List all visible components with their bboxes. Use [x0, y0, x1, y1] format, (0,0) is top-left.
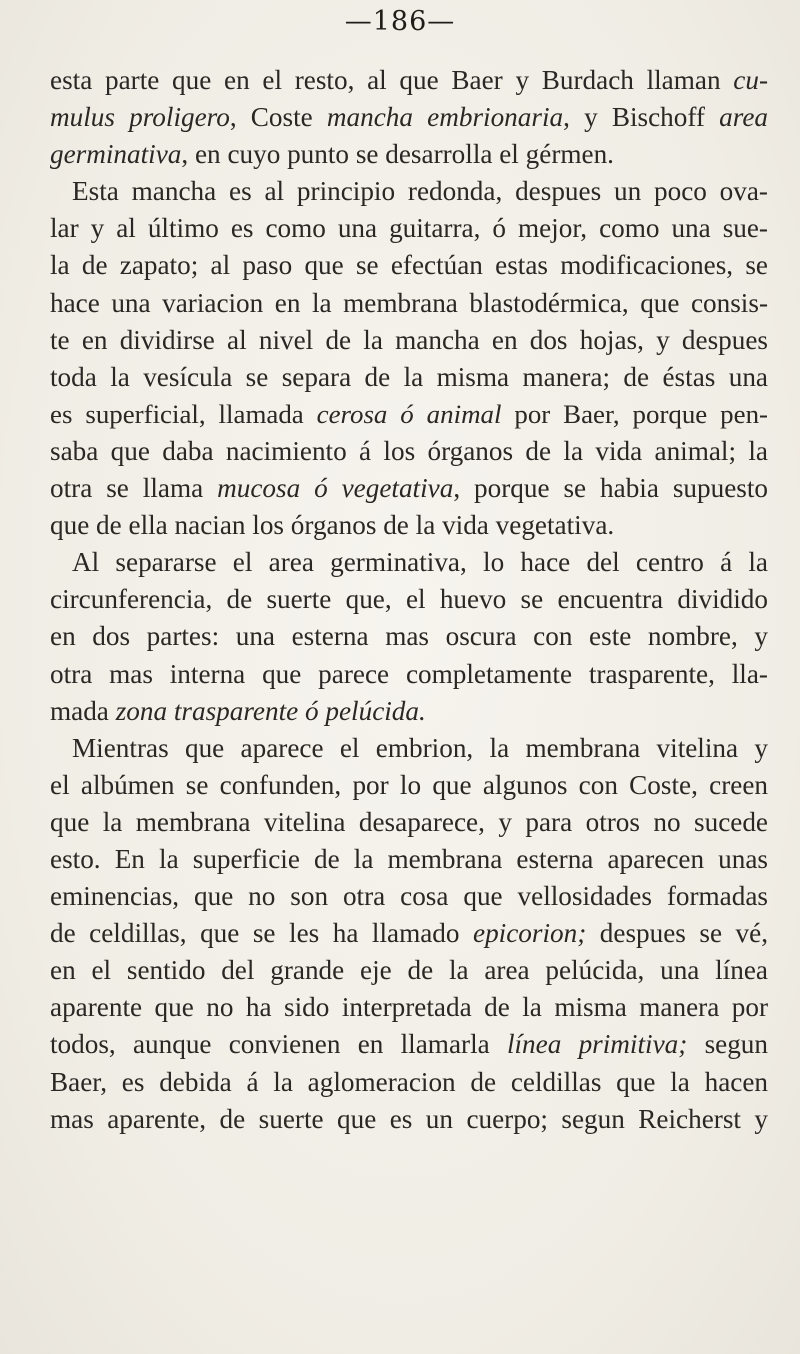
- text-segment: otra se llama: [50, 473, 218, 504]
- text-segment: es superficial, llamada: [50, 398, 317, 429]
- text-line: [50, 470, 768, 507]
- text-line: [50, 322, 768, 359]
- text-line: [50, 359, 768, 396]
- text-line: [50, 1064, 768, 1101]
- text-segment: de celdillas, que se les ha llamado: [50, 918, 473, 949]
- text-line: [50, 730, 768, 767]
- text-segment: el albúmen se confunden, por lo que algunos con Coste, creen: [50, 769, 768, 800]
- text-segment: saba que daba nacimiento á los órganos de la vida animal; la: [50, 435, 768, 466]
- text-segment: todos, aunque convienen en llamarla: [50, 1029, 507, 1060]
- text-segment: Esta mancha es al principio redonda, despues un poco ova-: [72, 176, 768, 207]
- text-segment: la de zapato; al paso que se efectúan estas modificaciones, se: [50, 250, 768, 281]
- page-number: —186—: [344, 6, 456, 37]
- text-segment: por Baer, porque pen-: [501, 398, 768, 429]
- text-segment: Baer, es debida á la aglomeracion de celdillas que la hacen: [50, 1066, 768, 1097]
- italic-term: mucosa ó vegetativa: [217, 473, 454, 504]
- text-line: [50, 507, 768, 544]
- text-segment: , porque se habia supuesto: [453, 473, 768, 504]
- text-segment: , en cuyo punto se desarrolla el gérmen.: [181, 139, 614, 170]
- italic-term: area: [719, 102, 768, 133]
- text-segment: en dos partes: una esterna mas oscura con este nombre, y: [50, 621, 768, 652]
- text-line: [50, 210, 768, 247]
- text-line: [50, 247, 768, 284]
- text-segment: hace una variacion en la membrana blastodérmica, que consis-: [50, 287, 768, 318]
- italic-term: germinativa: [50, 139, 182, 170]
- text-segment: mas aparente, de suerte que es un cuerpo; segun Reicherst y: [50, 1103, 768, 1134]
- text-line: [50, 173, 768, 210]
- text-line: [50, 99, 768, 136]
- text-segment: que la membrana vitelina desaparece, y para otros no sucede: [50, 806, 768, 837]
- text-line: [50, 1101, 768, 1138]
- text-segment: otra mas interna que parece completamente trasparente, lla-: [50, 658, 768, 689]
- text-line: [50, 433, 768, 470]
- text-line: [50, 767, 768, 804]
- text-segment: , y Bischoff: [563, 102, 720, 133]
- text-line: [50, 1026, 768, 1063]
- italic-term: línea primitiva;: [506, 1029, 688, 1060]
- text-line: [50, 656, 768, 693]
- text-segment: toda la vesícula se separa de la misma manera; de éstas una: [50, 361, 768, 392]
- text-segment: segun: [687, 1029, 768, 1060]
- text-line: [50, 841, 768, 878]
- text-segment: eminencias, que no son otra cosa que vellosidades formadas: [50, 881, 768, 912]
- text-segment: lar y al último es como una guitarra, ó mejor, como una sue-: [50, 213, 768, 244]
- text-line: [50, 544, 768, 581]
- text-line: [50, 581, 768, 618]
- italic-term: cu-: [733, 65, 768, 95]
- italic-term: mancha embrionaria: [326, 102, 564, 133]
- text-segment: que de ella nacian los órganos de la vida vegetativa.: [50, 510, 615, 541]
- text-segment: despues se vé,: [586, 918, 768, 949]
- text-segment: , Coste: [229, 102, 327, 133]
- text-segment: esta parte que en el resto, al que Baer y Burdach llaman: [50, 65, 734, 95]
- text-line: [50, 62, 768, 99]
- text-segment: esto. En la superficie de la membrana esterna aparecen unas: [50, 843, 768, 874]
- text-line: [50, 989, 768, 1026]
- text-segment: aparente que no ha sido interpretada de la misma manera por: [50, 992, 768, 1023]
- text-segment: te en dividirse al nivel de la mancha en dos hojas, y despues: [50, 324, 768, 355]
- body-text: [50, 62, 768, 1138]
- italic-term: epicorion;: [473, 918, 587, 949]
- italic-term: zona trasparente ó pelúcida.: [115, 695, 426, 726]
- text-line: [50, 878, 768, 915]
- italic-term: mulus proligero: [50, 102, 230, 133]
- text-line: [50, 804, 768, 841]
- text-line: [50, 915, 768, 952]
- text-line: [50, 396, 768, 433]
- italic-term: cerosa ó animal: [316, 398, 502, 429]
- text-segment: mada: [50, 695, 116, 726]
- text-segment: Mientras que aparece el embrion, la membrana vitelina y: [72, 732, 768, 763]
- text-line: [50, 285, 768, 322]
- text-line: [50, 136, 768, 173]
- text-line: [50, 952, 768, 989]
- text-line: [50, 693, 768, 730]
- text-segment: en el sentido del grande eje de la area pelúcida, una línea: [50, 955, 768, 986]
- text-segment: Al separarse el area germinativa, lo hace del centro á la: [72, 547, 768, 578]
- text-line: [50, 618, 768, 655]
- text-segment: circunferencia, de suerte que, el huevo se encuentra dividido: [50, 584, 768, 615]
